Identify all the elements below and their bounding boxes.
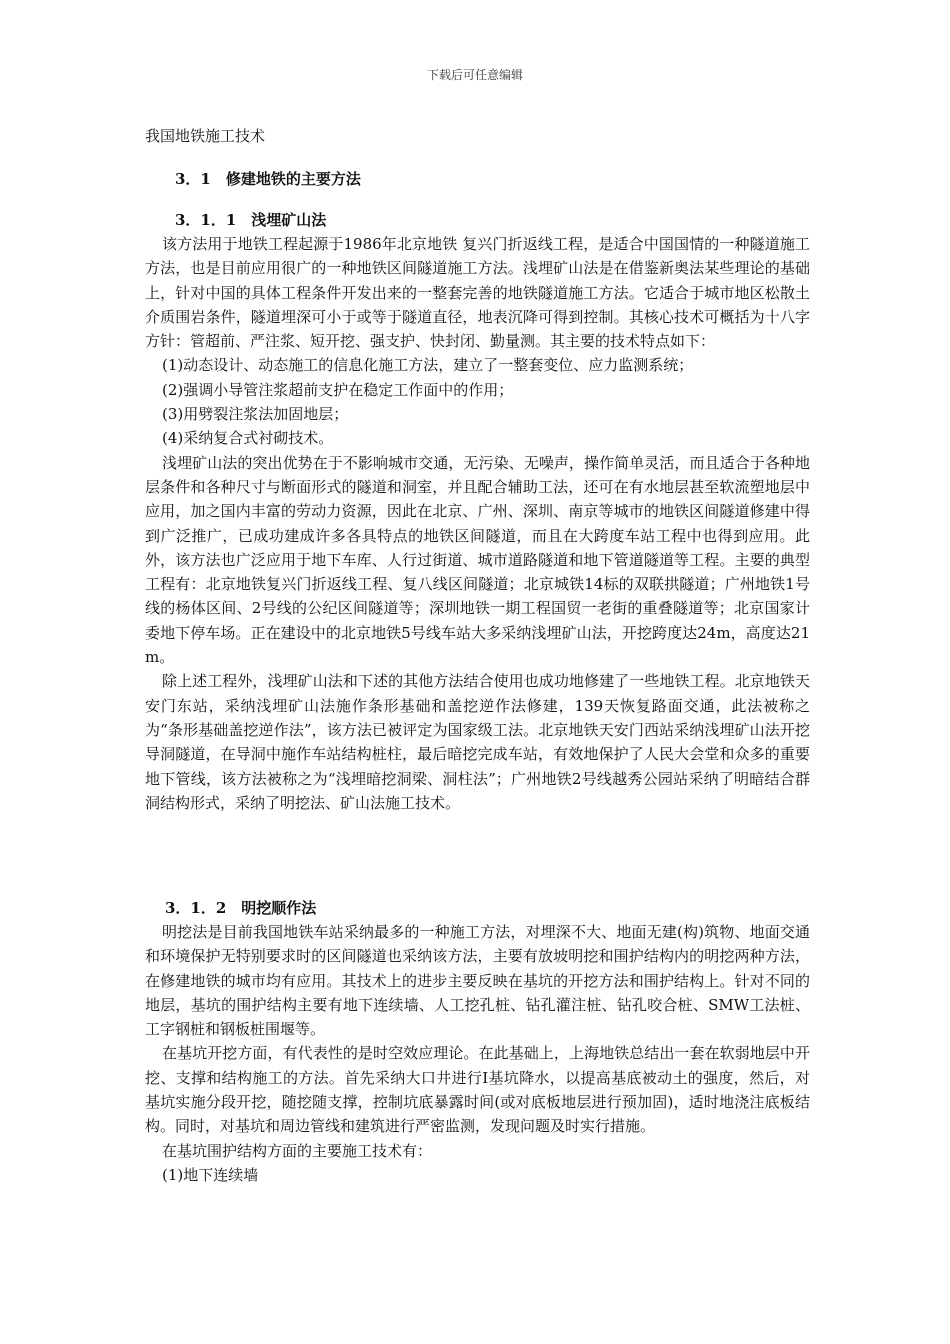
list-item: (2)强调小导管注浆超前支护在稳定工作面中的作用； [162,380,514,399]
paragraph: 浅埋矿山法的突出优势在于不影响城市交通，无污染、无噪声，操作简单灵活，而且适合于各种地层条件和各种尺寸与断面形式的隧道和洞室，并且配合辅助工法，还可在有水地层甚至软流塑地层中应用，加之国内丰富的劳动力资源，因此在北京、广州、深圳、南京等城市的地铁区间隧道修建中得到广泛推广，已成功建成许多各具特点的地铁区间隧道，而且在大跨度车站工程中也得到应用。此外，该方法也广泛应用于地下车库、人行过街道、城市道路隧道和地下管道隧道等工程。主要的典型工程有：北京地铁复兴门折返线工程、复八线区间隧道；北京城铁14标的双联拱隧道；广州地铁1号线的杨体区间、2号线的公纪区间隧道等；深圳地铁一期工程国贸一老街的重叠隧道等；北京国家计委地下停车场。正在建设中的北京地铁5号线车站大多采纳浅埋矿山法，开挖跨度达24m，高度达21 m。 [145,453,810,667]
paragraph: 除上述工程外，浅埋矿山法和下述的其他方法结合使用也成功地修建了一些地铁工程。北京地铁天安门东站，采纳浅埋矿山法施作条形基础和盖挖逆作法修建，139天恢复路面交通，此法被称之为“条形基础盖挖逆作法”，该方法已被评定为国家级工法。北京地铁天安门西站采纳浅埋矿山法开挖导洞隧道，在导洞中施作车站结构桩柱，最后暗挖完成车站，有效地保护了人民大会堂和众多的重要地下管线，该方法被称之为“浅埋暗挖洞梁、洞柱法”；广州地铁2号线越秀公园站采纳了明暗结合群洞结构形式，采纳了明挖法、矿山法施工技术。 [145,672,810,812]
list-item: (1)动态设计、动态施工的信息化施工方法，建立了一整套变位、应力监测系统； [162,356,694,375]
paragraph: 该方法用于地铁工程起源于1986年北京地铁 复兴门折返线工程，是适合中国国情的一种隧道施工方法，也是目前应用很广的一种地铁区间隧道施工方法。浅埋矿山法是在借鉴新奥法某些理论的基础上，针对中国的具体工程条件开发出来的一整套完善的地铁隧道施工方法。它适合于城市地区松散土介质围岩条件，隧道埋深可小于或等于隧道直径，地表沉降可得到控制。其核心技术可概括为十八字方针：管超前、严注浆、短开挖、强支护、快封闭、勤量测。其主要的技术特点如下： [145,235,810,351]
list-item: (1)地下连续墙 [162,1165,259,1184]
section-heading-3-1: 3．1 修建地铁的主要方法 [175,170,361,188]
section-3-1-2-body [145,920,810,1187]
paragraph: 在基坑围护结构方面的主要施工技术有： [162,1141,433,1160]
document-title: 我国地铁施工技术 [145,127,266,145]
paragraph: 在基坑开挖方面，有代表性的是时空效应理论。在此基础上，上海地铁总结出一套在软弱地层中开挖、支撑和结构施工的方法。首先采纳大口井进行Ⅰ基坑降水，以提高基底被动土的强度，然后，对基坑实施分段开挖，随挖随支撑，控制坑底暴露时间(或对底板地层进行预加固)，适时地浇注底板结构。同时，对基坑和周边管线和建筑进行严密监测，发现问题及时实行措施。 [145,1044,810,1136]
paragraph: 明挖法是目前我国地铁车站采纳最多的一种施工方法，对埋深不大、地面无建(构)筑物、地面交通和环境保护无特别要求时的区间隧道也采纳该方法，主要有放坡明挖和围护结构内的明挖两种方法，在修建地铁的城市均有应用。其技术上的进步主要反映在基坑的开挖方法和围护结构上。针对不同的地层，基坑的围护结构主要有地下连续墙、人工挖孔桩、钻孔灌注桩、钻孔咬合桩、SMW工法桩、工字钢桩和钢板桩围堰等。 [145,923,810,1039]
section-heading-3-1-1: 3．1．1 浅埋矿山法 [175,211,327,229]
section-3-1-1-body [145,232,810,815]
list-item: (3)用劈裂注浆法加固地层； [162,405,349,424]
list-item: (4)采纳复合式衬砌技术。 [162,429,334,448]
section-heading-3-1-2: 3．1．2 明挖顺作法 [165,899,317,917]
header-note: 下载后可任意编辑 [426,68,523,82]
